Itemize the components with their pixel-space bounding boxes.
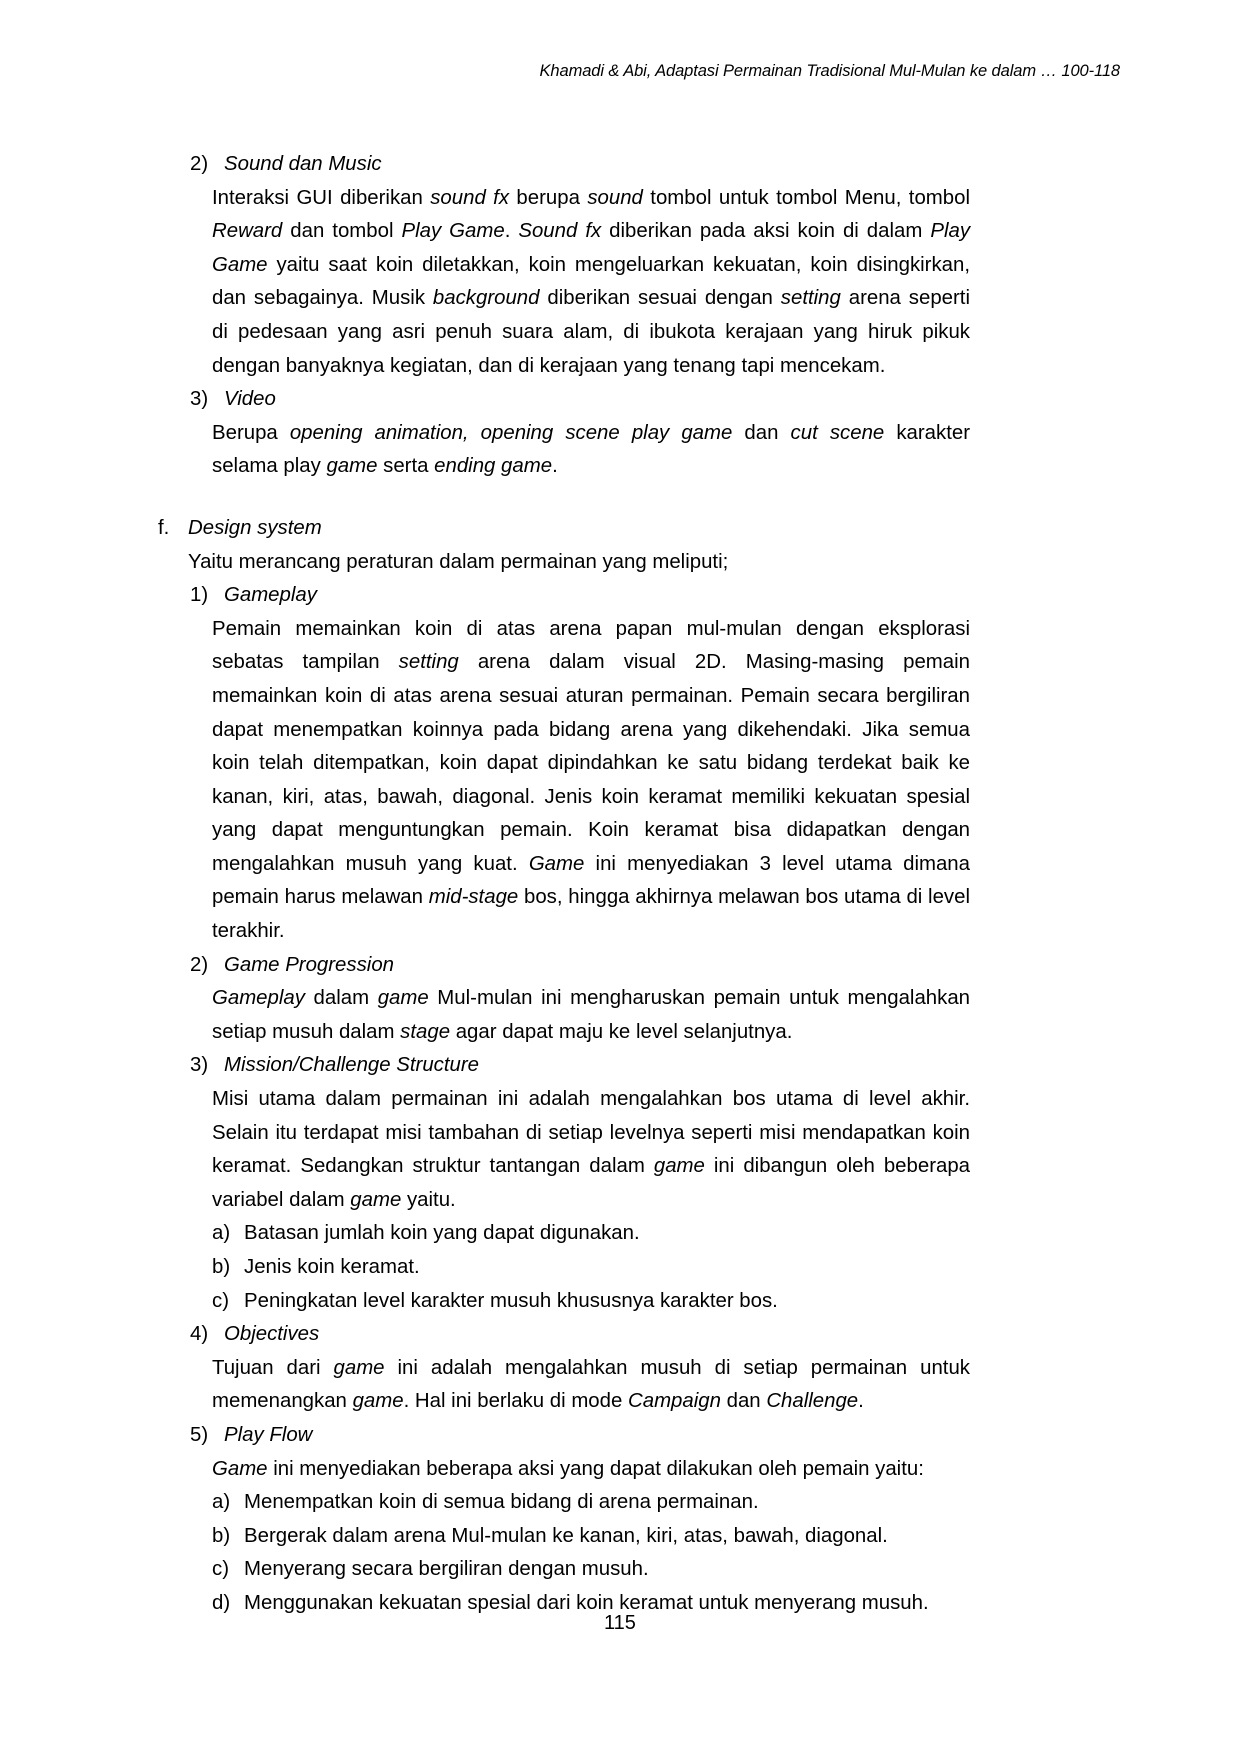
- list-item-text: Bergerak dalam arena Mul-mulan ke kanan, kiri, atas, bawah, diagonal.: [244, 1524, 888, 1547]
- list-item-text: Batasan jumlah koin yang dapat digunakan.: [244, 1222, 640, 1245]
- heading-text: Sound dan Music: [224, 153, 382, 175]
- text-run-italic: game: [326, 455, 378, 478]
- list-item: [212, 1251, 970, 1285]
- text-run-italic: game: [352, 1390, 404, 1413]
- list-marker: f.: [158, 516, 170, 539]
- text-run-italic: Reward: [212, 220, 283, 243]
- text-run: yaitu.: [401, 1188, 456, 1211]
- list-item-text: Peningkatan level karakter musuh khususnya karakter bos.: [244, 1289, 778, 1312]
- list-marker: 3): [190, 388, 209, 411]
- heading-text: Mission/Challenge Structure: [224, 1054, 480, 1077]
- text-run: agar dapat maju ke level selanjutnya.: [450, 1020, 793, 1043]
- text-run: Mul-mulan ini mengharuskan pemain untuk mengalahkan setiap musuh dalam: [212, 987, 970, 1043]
- text-run-italic: mid-stage: [428, 886, 519, 909]
- list-marker: 2): [190, 953, 209, 976]
- text-run: yaitu saat koin diletakkan, koin mengeluarkan kekuatan, koin disingkirkan, dan sebagainya. Musik: [212, 253, 970, 310]
- text-run: arena seperti di pedesaan yang asri penuh suara alam, di ibukota kerajaan yang hiruk pikuk dengan banyaknya kegiatan, dan di kerajaan yang tenang tapi mencekam.: [212, 287, 970, 377]
- text-run: arena dalam visual 2D. Masing-masing pemain memainkan koin di atas arena sesuai aturan permainan. Pemain secara bergiliran dapat menempatkan koinnya pada bidang arena yang dikehendaki. Jika semua koin telah ditempatkan, koin dapat dipindahkan ke satu bidang terdekat baik ke kanan, kiri, atas, bawah, diagonal. Jenis koin keramat memiliki kekuatan spesial yang dapat menguntungkan pemain. Koin keramat bisa didapatkan dengan mengalahkan musuh yang kuat.: [212, 651, 970, 875]
- list-marker: 2): [190, 153, 209, 175]
- list-item: [212, 1553, 970, 1587]
- text-run: dan tombol: [282, 220, 402, 243]
- list-item: [212, 1285, 970, 1319]
- list-item-text: Menempatkan koin di semua bidang di arena permainan.: [244, 1491, 759, 1514]
- text-run-italic: game: [653, 1155, 705, 1178]
- paragraph-objectives: [212, 1352, 970, 1419]
- text-run-italic: cut scene: [790, 421, 885, 444]
- text-run-italic: Gameplay: [212, 987, 305, 1010]
- text-run-italic: Challenge: [766, 1390, 859, 1413]
- text-run: Misi utama dalam permainan ini adalah mengalahkan bos utama di level akhir. Selain itu terdapat misi tambahan di setiap levelnya seperti misi mendapatkan koin keramat. Sedangkan struktur tantangan dalam: [212, 1088, 970, 1178]
- list-marker: b): [212, 1524, 231, 1547]
- text-run: .: [504, 220, 519, 243]
- list-marker: c): [212, 1558, 229, 1581]
- list-marker: a): [212, 1491, 231, 1514]
- list-marker: 3): [190, 1054, 209, 1077]
- list-item: [212, 1520, 970, 1554]
- list-marker: a): [212, 1222, 231, 1245]
- text-run: ini dibangun oleh beberapa variabel dalam: [212, 1155, 971, 1211]
- list-marker: d): [212, 1591, 231, 1614]
- text-run-italic: Game: [528, 852, 585, 875]
- text-run: ini menyediakan 3 level utama dimana pemain harus melawan: [212, 852, 970, 909]
- paragraph-game-progression: [212, 982, 970, 1049]
- text-run-italic: game: [333, 1356, 385, 1379]
- list-item: [212, 1486, 970, 1520]
- paragraph-video: [212, 417, 970, 484]
- list-item-text: Menggunakan kekuatan spesial dari koin keramat untuk menyerang musuh.: [244, 1591, 929, 1614]
- text-run: dalam: [304, 987, 378, 1010]
- list-marker: b): [212, 1256, 231, 1278]
- text-run-italic: setting: [780, 287, 841, 310]
- paragraph-design-system-intro: Yaitu merancang peraturan dalam permainan yang meliputi;: [188, 550, 729, 573]
- section-spacer: [150, 484, 970, 512]
- text-run-italic: Play Game: [401, 220, 505, 243]
- text-run: diberikan pada aksi koin di dalam: [601, 220, 931, 243]
- text-run: .: [552, 455, 558, 478]
- text-run: .: [858, 1390, 864, 1413]
- text-run-italic: Campaign: [628, 1390, 721, 1413]
- text-run: Tujuan dari: [212, 1356, 334, 1379]
- text-run: dan: [720, 1390, 767, 1413]
- heading-sound-dan-music: [190, 148, 970, 182]
- heading-play-flow: [190, 1419, 970, 1453]
- text-run-italic: setting: [398, 651, 459, 674]
- heading-text: Game Progression: [224, 953, 394, 976]
- text-run: tombol untuk tombol Menu, tombol: [642, 186, 970, 209]
- heading-text: Gameplay: [224, 584, 317, 607]
- heading-text: Play Flow: [224, 1423, 313, 1446]
- list-item-text: Jenis koin keramat.: [244, 1256, 420, 1278]
- text-run: berupa: [509, 186, 588, 209]
- text-run-italic: game: [377, 987, 429, 1010]
- text-run: . Hal ini berlaku di mode: [403, 1390, 628, 1413]
- text-run: serta: [377, 455, 435, 478]
- text-run-italic: game: [350, 1188, 402, 1211]
- heading-video: [190, 383, 970, 417]
- paragraph-sound-dan-music: [212, 182, 970, 384]
- text-run: Interaksi GUI diberikan: [212, 186, 431, 209]
- heading-text: Design system: [188, 516, 322, 539]
- text-run: Pemain memainkan koin di atas arena papan mul-mulan dengan eksplorasi sebatas tampilan: [212, 617, 970, 674]
- text-run-italic: opening animation, opening scene play game: [289, 421, 733, 444]
- list-marker: 5): [190, 1423, 209, 1446]
- heading-game-progression: [190, 949, 970, 983]
- text-run: bos, hingga akhirnya melawan bos utama di level terakhir.: [212, 886, 970, 943]
- text-run-italic: sound: [587, 186, 643, 209]
- list-marker: 4): [190, 1323, 209, 1346]
- text-run-italic: background: [432, 287, 540, 310]
- text-run: ini menyediakan beberapa aksi yang dapat dilakukan oleh pemain yaitu:: [267, 1457, 924, 1480]
- text-run-italic: Play Game: [212, 220, 971, 276]
- paragraph-gameplay: [212, 613, 970, 949]
- list-item-text: Menyerang secara bergiliran dengan musuh.: [244, 1558, 649, 1581]
- list-marker: 1): [190, 584, 209, 607]
- text-run-italic: sound fx: [430, 186, 510, 209]
- page-number: 115: [604, 1612, 636, 1634]
- text-run-italic: Sound fx: [518, 220, 602, 243]
- heading-design-system: [158, 512, 970, 546]
- heading-text: Video: [224, 388, 276, 411]
- heading-text: Objectives: [224, 1323, 320, 1346]
- paragraph-play-flow: [212, 1453, 970, 1487]
- text-run: dan: [732, 421, 791, 444]
- list-marker: c): [212, 1289, 229, 1312]
- text-run-italic: ending game: [434, 455, 553, 478]
- heading-gameplay: [190, 579, 970, 613]
- page-body: [150, 148, 970, 1621]
- text-run: Berupa: [212, 421, 290, 444]
- paragraph-mission-challenge-structure: [212, 1083, 970, 1217]
- list-item: [212, 1217, 970, 1251]
- running-header: Khamadi & Abi, Adaptasi Permainan Tradisional Mul-Mulan ke dalam … 100-118: [539, 62, 1120, 80]
- heading-objectives: [190, 1318, 970, 1352]
- text-run: ini adalah mengalahkan musuh di setiap permainan untuk memenangkan: [212, 1356, 970, 1413]
- heading-mission-challenge-structure: [190, 1049, 970, 1083]
- text-run: diberikan sesuai dengan: [539, 287, 781, 310]
- text-run: karakter selama play: [212, 421, 970, 478]
- text-run-italic: Game: [212, 1457, 268, 1480]
- text-run-italic: stage: [400, 1020, 451, 1043]
